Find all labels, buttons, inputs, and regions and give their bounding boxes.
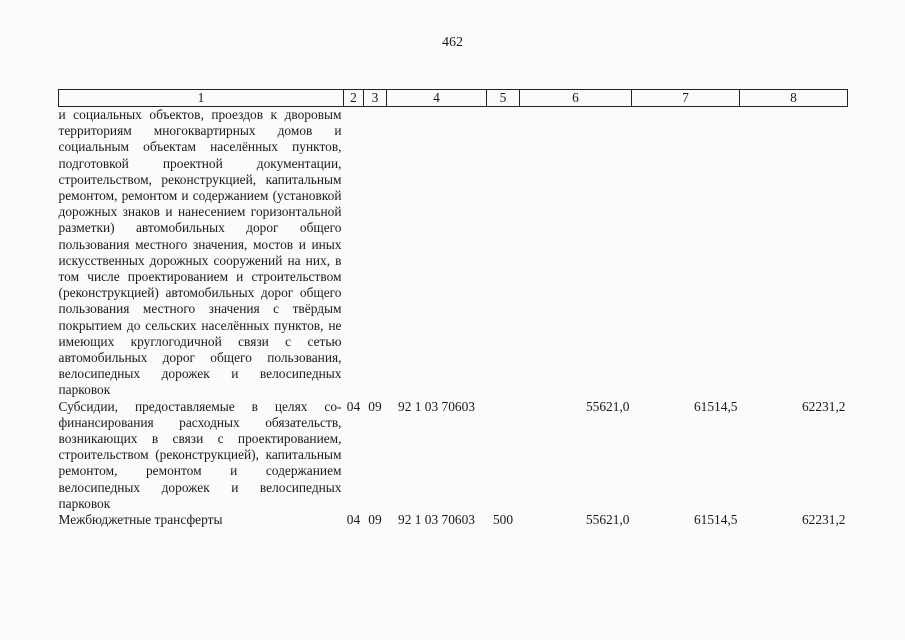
row-description: Межбюджетные трансферты (58, 512, 223, 528)
row-expense-type-code (487, 399, 520, 512)
row-description: и социальных объектов, проездов к дворовым территориям многоквартирных домов и социальным объектам населённых пунктов, подготовкой проектной документации, строительством, реконструкцией, капитальным ремонтом, ремонтом и содержанием (установкой дорожных знаков и нанесением горизонтальной разметки) автомобильных дорог общего пользования местного значения, мостов и иных искусственных дорожных сооружений на них, в том числе проектированием и строительством (реконструкцией) автомобильных дорог общего пользования местного значения с твёрдым покрытием до сельских населённых пунктов, не имеющих круглогодичной связи с сетью автомобильных дорог общего пользования, велосипедных дорожек и велосипедных парковок (58, 107, 342, 398)
row-description: Субсидии, предоставляемые в целях софинансирования расходных обязательств, возникающих в связи с проектированием, строительством (реконструкцией), капитальным ремонтом, ремонтом и содержанием велосипедных дорожек и велосипедных парковок (58, 398, 342, 511)
column-header-3: 3 (364, 90, 387, 107)
table-header-row (59, 90, 848, 107)
row-section-code (344, 107, 364, 399)
row-target-code: 92 1 03 70603 (398, 398, 475, 414)
row-subsection-code: 09 (368, 512, 382, 528)
column-header-2: 2 (344, 90, 364, 107)
row-target-code: 92 1 03 70603 (398, 512, 475, 528)
table-row (59, 512, 848, 528)
row-expense-type-code (487, 107, 520, 399)
table-row (59, 107, 848, 399)
row-subsection-code (364, 107, 387, 399)
row-amount-col7: 61514,5 (693, 512, 738, 528)
row-section-code: 04 (346, 398, 361, 414)
row-amount-col8 (740, 107, 848, 399)
row-amount-col7 (632, 107, 740, 399)
budget-table (58, 89, 848, 528)
row-amount-col7: 61514,5 (693, 398, 738, 414)
row-amount-col6 (520, 107, 632, 399)
row-amount-col6: 55621,0 (585, 398, 630, 414)
row-subsection-code: 09 (368, 398, 382, 414)
column-header-4: 4 (387, 90, 487, 107)
table-row (59, 399, 848, 512)
column-header-5: 5 (487, 90, 520, 107)
page-number: 462 (442, 35, 463, 50)
column-header-7: 7 (632, 90, 740, 107)
row-expense-type-code: 500 (492, 512, 514, 528)
row-amount-col8: 62231,2 (801, 398, 846, 414)
row-target-code (387, 107, 487, 399)
column-header-6: 6 (520, 90, 632, 107)
row-amount-col6: 55621,0 (585, 512, 630, 528)
column-header-8: 8 (740, 90, 848, 107)
row-section-code: 04 (346, 512, 361, 528)
column-header-1: 1 (59, 90, 344, 107)
row-amount-col8: 62231,2 (801, 512, 846, 528)
